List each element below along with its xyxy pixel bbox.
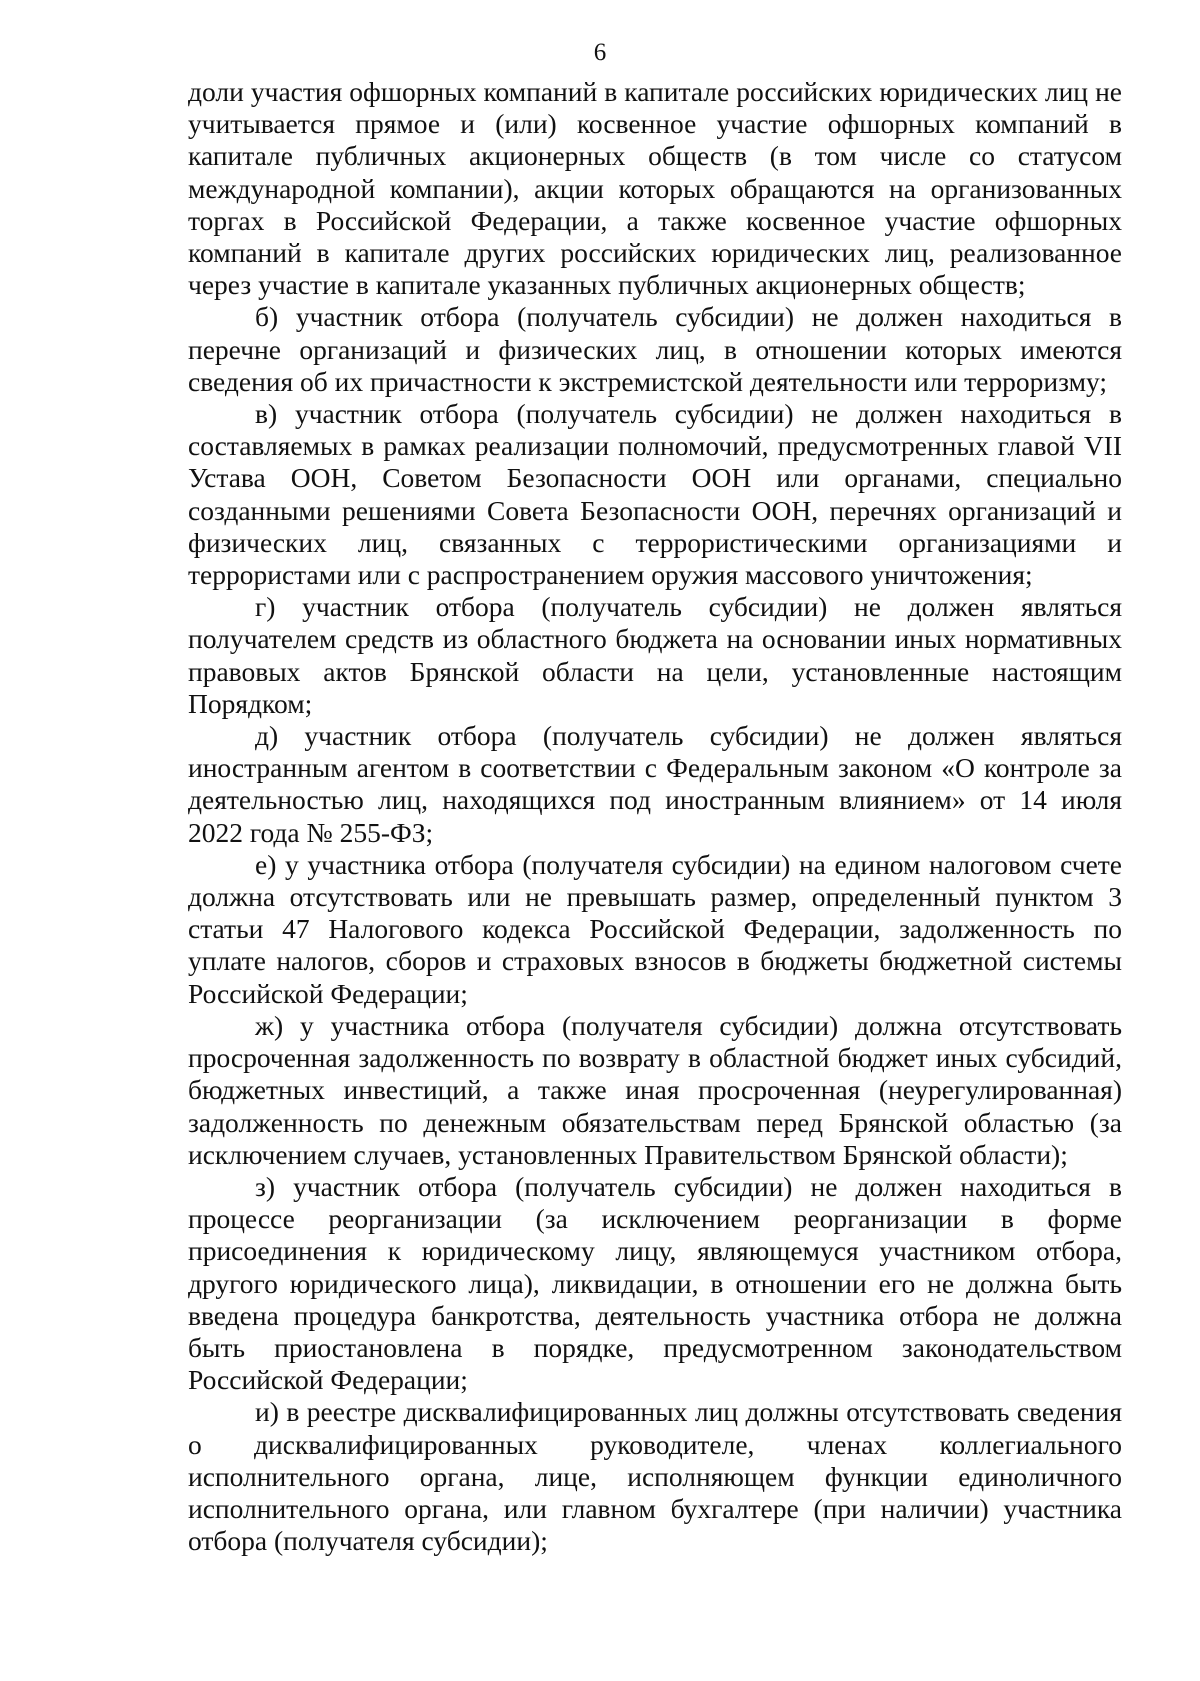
paragraph-item-v: в) участник отбора (получатель субсидии) не должен находиться в составляемых в рамках реализации полномочий, предусмотренных главой VII Устава ООН, Советом Безопасности ООН или органами, специально созданными решениями Совета Безопасности ООН, перечнях организаций и физических лиц, связанных с террористическими организациями и террористами или с распространением оружия массового уничтожения; (188, 398, 1122, 591)
page-number: 6 (593, 39, 607, 66)
paragraph-item-z: з) участник отбора (получатель субсидии) не должен находиться в процессе реорганизации (за исключением реорганизации в форме присоединения к юридическому лицу, являющемуся участником отбора, другого юридического лица), ликвидации, в отношении его не должна быть введена процедура банкротства, деятельность участника отбора не должна быть приостановлена в порядке, предусмотренном законодательством Российской Федерации; (188, 1170, 1122, 1396)
paragraph-item-zh: ж) у участника отбора (получателя субсидии) должна отсутствовать просроченная задолженность по возврату в областной бюджет иных субсидий, бюджетных инвестиций, а также иная просроченная (неурегулированная) задолженность по денежным обязательствам перед Брянской областью (за исключением случаев, установленных Правительством Брянской области); (188, 1009, 1122, 1170)
paragraph-item-i: и) в реестре дисквалифицированных лиц должны отсутствовать сведения о дисквалифицированных руководителе, членах коллегиального исполнительного органа, лице, исполняющем функции единоличного исполнительного органа, или главном бухгалтере (при наличии) участника отбора (получателя субсидии); (188, 1396, 1122, 1557)
document-body (188, 76, 1122, 1557)
paragraph-continuation: доли участия офшорных компаний в капитале российских юридических лиц не учитывается прямое и (или) косвенное участие офшорных компаний в капитале публичных акционерных обществ (в том числе со статусом международной компании), акции которых обращаются на организованных торгах в Российской Федерации, а также косвенное участие офшорных компаний в капитале других российских юридических лиц, реализованное через участие в капитале указанных публичных акционерных обществ; (188, 76, 1122, 301)
paragraph-item-d: д) участник отбора (получатель субсидии) не должен являться иностранным агентом в соответствии с Федеральным законом «О контроле за деятельностью лиц, находящихся под иностранным влиянием» от 14 июля 2022 года № 255-ФЗ; (188, 720, 1122, 848)
paragraph-item-g: г) участник отбора (получатель субсидии) не должен являться получателем средств из областного бюджета на основании иных нормативных правовых актов Брянской области на цели, установленные настоящим Порядком; (188, 591, 1122, 719)
paragraph-item-e: е) у участника отбора (получателя субсидии) на едином налоговом счете должна отсутствовать или не превышать размер, определенный пунктом 3 статьи 47 Налогового кодекса Российской Федерации, задолженность по уплате налогов, сборов и страховых взносов в бюджеты бюджетной системы Российской Федерации; (188, 848, 1122, 1009)
paragraph-item-b: б) участник отбора (получатель субсидии) не должен находиться в перечне организаций и физических лиц, в отношении которых имеются сведения об их причастности к экстремистской деятельности или терроризму; (188, 301, 1122, 397)
